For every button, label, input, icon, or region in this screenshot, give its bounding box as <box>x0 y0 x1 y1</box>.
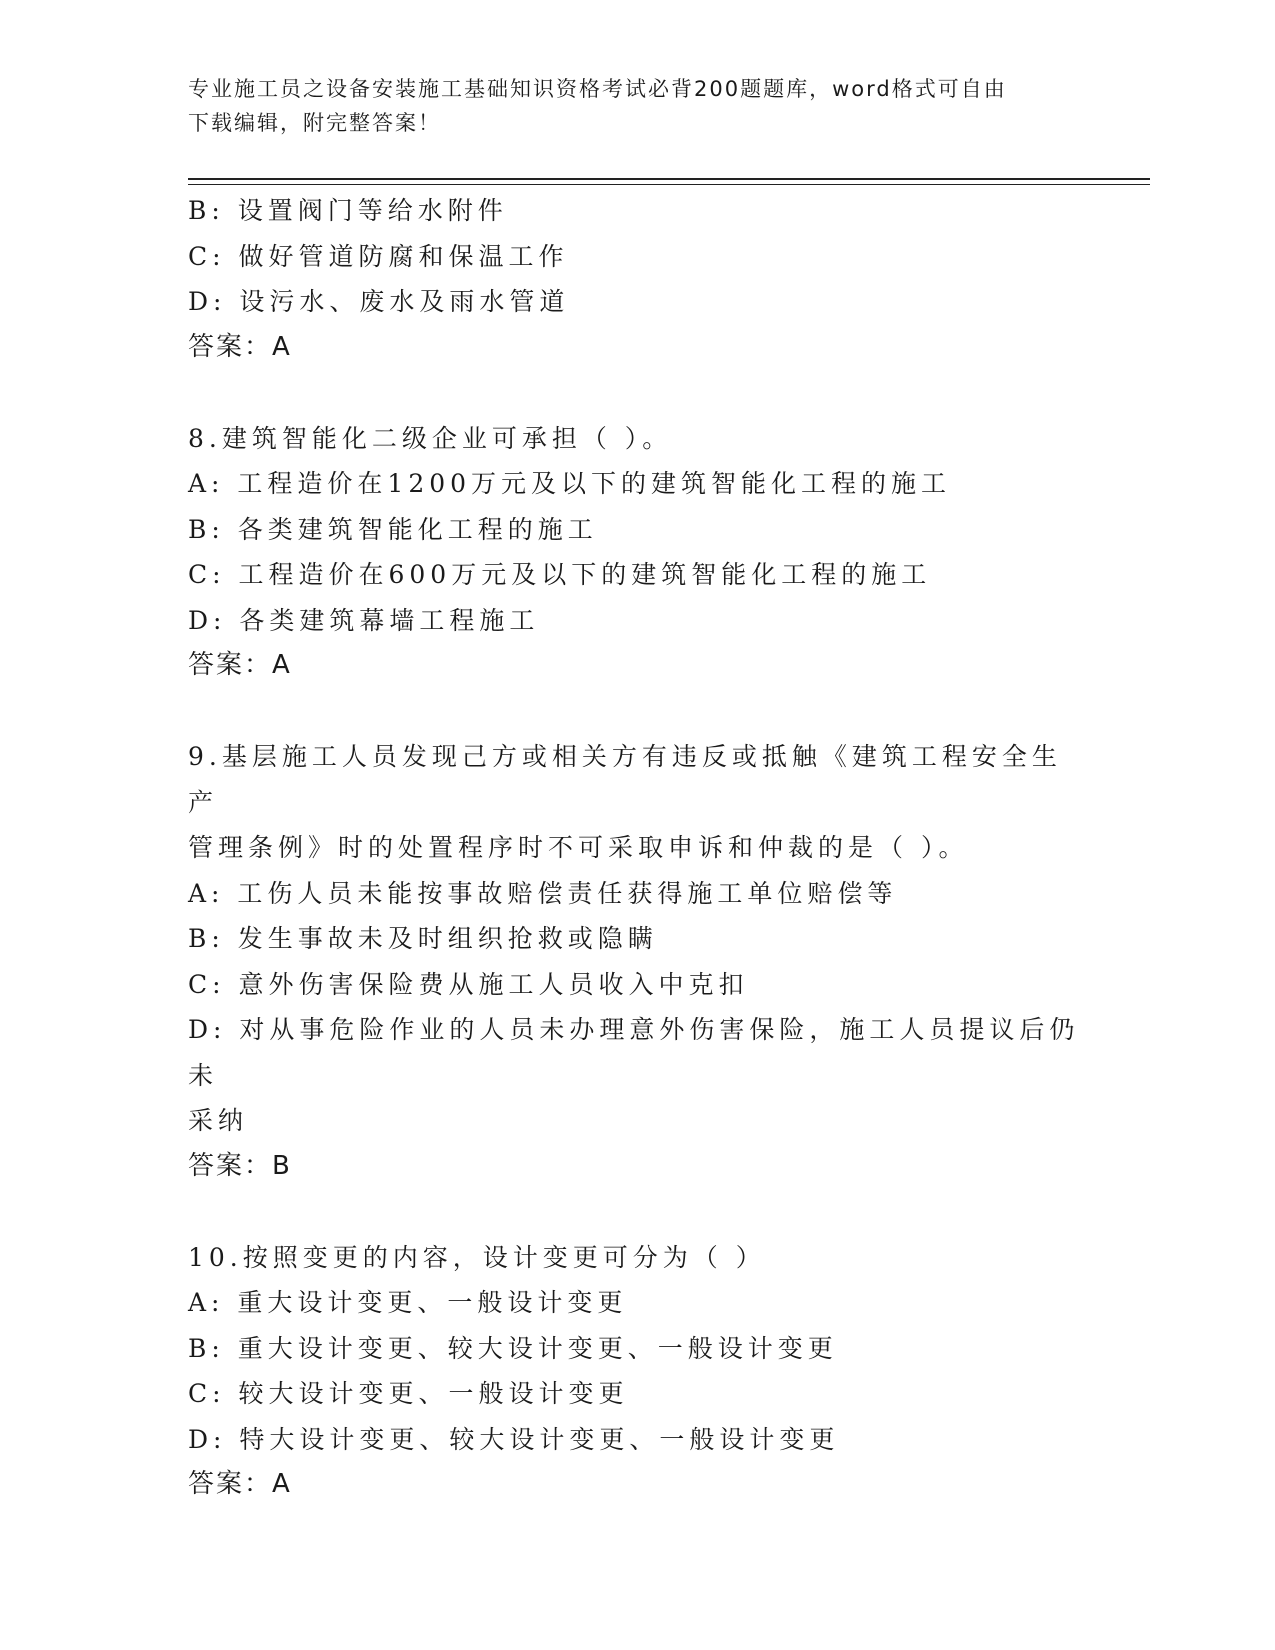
spacer <box>188 689 1088 735</box>
option-b: B: 设置阀门等给水附件 <box>188 196 508 225</box>
header-rule-thin <box>188 184 1150 185</box>
question-stem-continued: 管理条例》时的处置程序时不可采取申诉和仲裁的是（ ）。 <box>188 833 969 862</box>
question-10 <box>188 1235 1088 1508</box>
option-c: C: 较大设计变更、一般设计变更 <box>188 1379 629 1408</box>
option-d: D: 对从事危险作业的人员未办理意外伤害保险，施工人员提议后仍未 <box>188 1015 1080 1090</box>
question-content <box>188 188 1088 1508</box>
question-7-fragment <box>188 188 1088 370</box>
header-line-1: 专业施工员之设备安装施工基础知识资格考试必背200题题库，word格式可自由 <box>188 77 1007 101</box>
document-header <box>188 72 1068 140</box>
option-d: D: 特大设计变更、较大设计变更、一般设计变更 <box>188 1424 840 1454</box>
option-d: D: 设污水、废水及雨水管道 <box>188 287 570 316</box>
header-rule-thick <box>188 178 1150 180</box>
question-stem: 9.基层施工人员发现己方或相关方有违反或抵触《建筑工程安全生产 <box>188 742 1062 817</box>
option-b: B: 重大设计变更、较大设计变更、一般设计变更 <box>188 1333 838 1363</box>
spacer <box>188 370 1088 416</box>
question-stem: 8.建筑智能化二级企业可承担（ ）。 <box>188 423 673 453</box>
option-a: A: 重大设计变更、一般设计变更 <box>188 1288 628 1317</box>
option-b: B: 各类建筑智能化工程的施工 <box>188 514 598 544</box>
question-stem: 10.按照变更的内容，设计变更可分为（ ） <box>188 1242 766 1272</box>
answer-line: 答案：A <box>188 331 292 362</box>
question-8 <box>188 416 1088 689</box>
option-c: C: 工程造价在600万元及以下的建筑智能化工程的施工 <box>188 560 932 589</box>
option-b: B: 发生事故未及时组织抢救或隐瞒 <box>188 924 658 953</box>
spacer <box>188 1189 1088 1235</box>
answer-line: 答案：A <box>188 650 292 680</box>
answer-line: 答案：B <box>188 1150 292 1181</box>
header-line-2: 下载编辑，附完整答案！ <box>188 111 441 135</box>
option-a: A: 工程造价在1200万元及以下的建筑智能化工程的施工 <box>188 469 952 498</box>
option-c: C: 做好管道防腐和保温工作 <box>188 241 569 271</box>
answer-line: 答案：A <box>188 1469 292 1499</box>
option-d: D: 各类建筑幕墙工程施工 <box>188 605 540 635</box>
question-9 <box>188 734 1088 1189</box>
option-a: A: 工伤人员未能按事故赔偿责任获得施工单位赔偿等 <box>188 878 898 908</box>
option-c: C: 意外伤害保险费从施工人员收入中克扣 <box>188 969 749 999</box>
option-d-continued: 采纳 <box>188 1106 249 1135</box>
